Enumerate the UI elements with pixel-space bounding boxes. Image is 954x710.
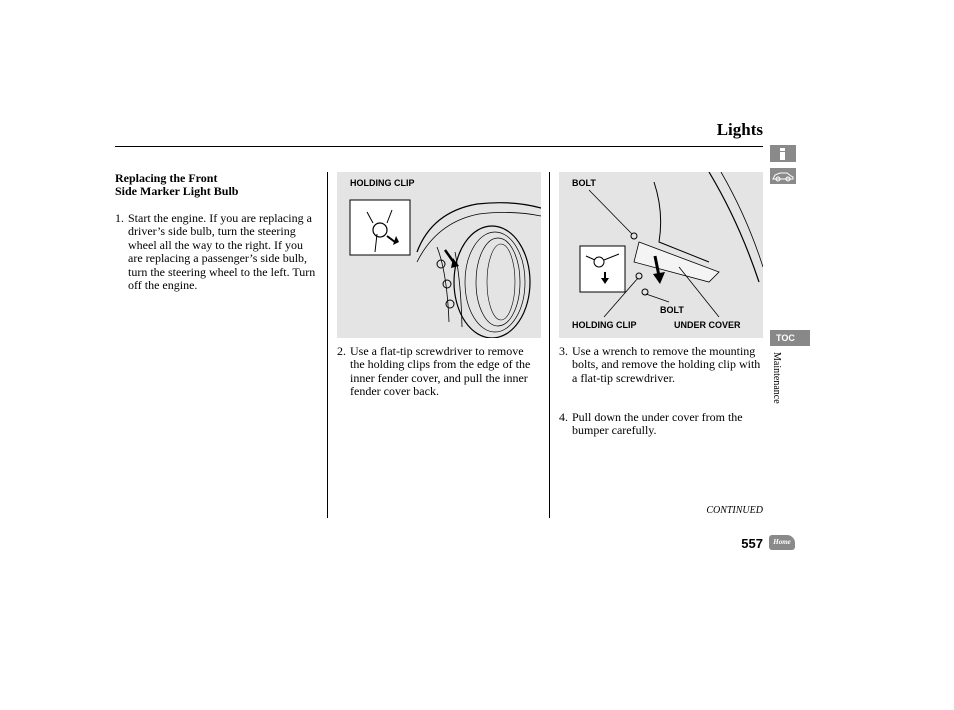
section-heading-line2: Side Marker Light Bulb [115,184,239,198]
step-number: 2. [337,344,346,358]
step-text: Start the engine. If you are replacing a driver’s side bulb, turn the steering wheel all the way to the right. If you are replacing a passenger’s side bulb, turn the steering wheel to the left. Turn off the engine. [128,211,316,293]
figure-label-holding-clip: HOLDING CLIP [572,320,637,330]
under-cover-illustration [559,172,763,338]
page-title: Lights [716,120,763,139]
step-3 [559,345,763,385]
figure-label-under-cover: UNDER COVER [674,320,741,330]
step-1 [115,212,320,292]
figure-inner-fender [337,172,541,338]
step-4 [559,411,763,438]
fender-illustration [337,172,541,338]
column-divider-1 [327,172,328,518]
figure-under-cover [559,172,763,338]
step-number: 3. [559,344,568,358]
step-text: Use a flat-tip screwdriver to remove the holding clips from the edge of the inner fender cover, and pull the inner fender cover back. [350,344,531,399]
figure-label-bolt: BOLT [660,305,684,315]
vehicle-tab[interactable] [770,168,796,184]
info-icon [770,145,796,162]
step-number: 4. [559,410,568,424]
home-button[interactable]: Home [769,535,795,550]
step-text: Use a wrench to remove the mounting bolts, and remove the holding clip with a flat-tip screwdriver. [572,344,761,385]
page-number: 557 [741,536,763,551]
step-number: 1. [115,211,124,225]
figure-label-holding-clip: HOLDING CLIP [350,178,415,188]
continued-note: CONTINUED [706,505,763,516]
info-tab[interactable] [770,145,796,162]
section-heading [115,172,315,198]
step-2 [337,345,541,399]
column-divider-2 [549,172,550,518]
figure-label-bolt-top: BOLT [572,178,596,188]
section-heading-line1: Replacing the Front [115,171,218,185]
toc-button[interactable]: TOC [770,330,810,346]
section-side-label[interactable]: Maintenance [771,352,782,404]
step-text: Pull down the under cover from the bumper carefully. [572,410,743,438]
car-icon [770,168,796,184]
title-rule [115,146,763,147]
